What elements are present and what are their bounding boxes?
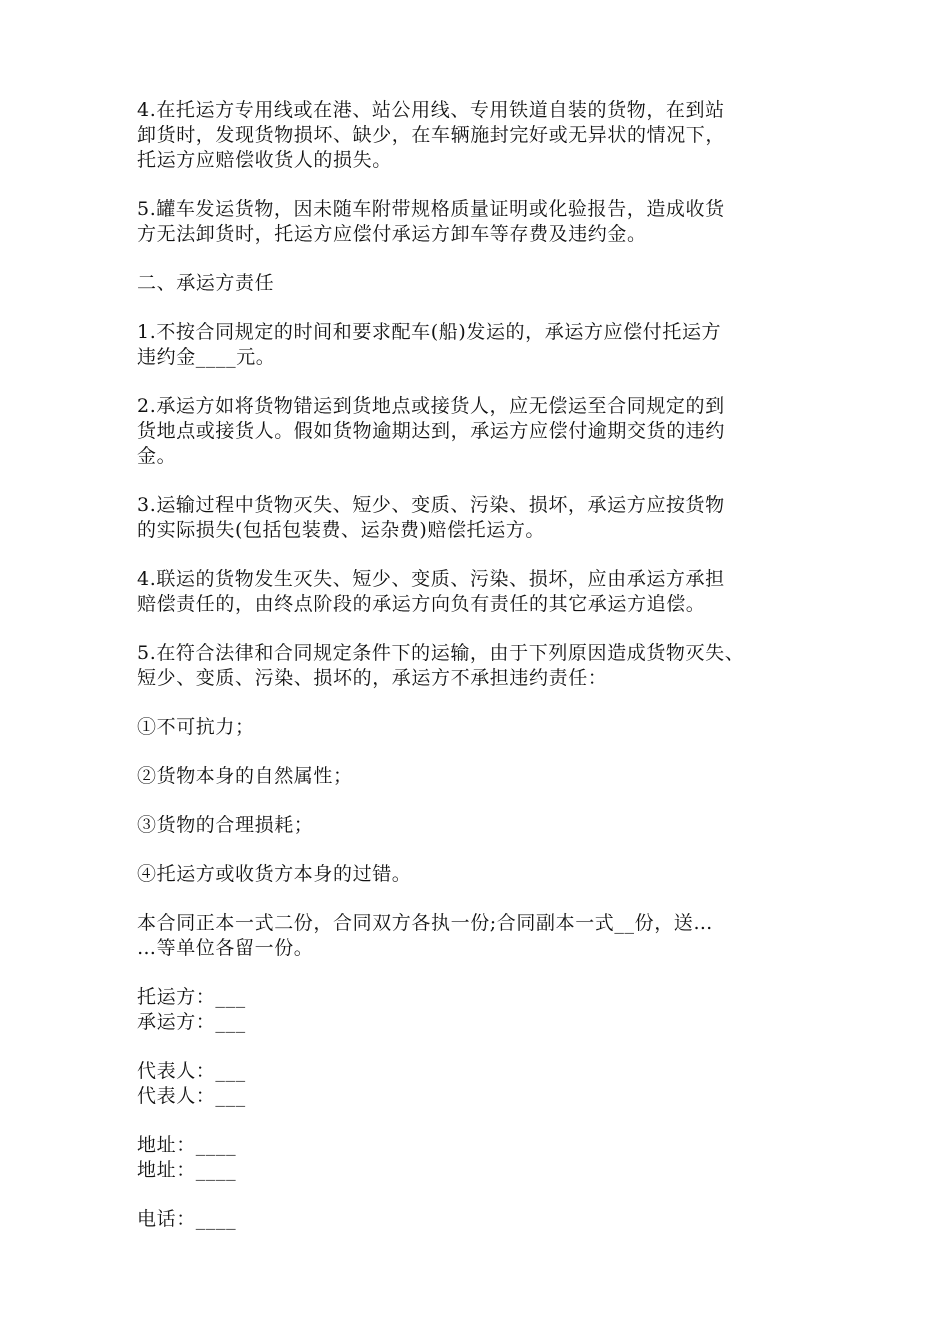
text-line: 货地点或接货人。假如货物逾期达到，承运方应偿付逾期交货的违约	[137, 420, 726, 442]
exemption-item-3	[137, 813, 817, 838]
text-line: 4.联运的货物发生灭失、短少、变质、污染、损坏，应由承运方承担	[137, 568, 725, 590]
clause-carrier-1	[137, 320, 817, 370]
carrier-representative-field: 代表人：___	[137, 1085, 246, 1107]
text-line: 本合同正本一式二份，合同双方各执一份;合同副本一式__份，送…	[137, 912, 714, 934]
text-line: 赔偿责任的，由终点阶段的承运方向负有责任的其它承运方追偿。	[137, 593, 706, 615]
exemption-item-2	[137, 764, 817, 789]
exemption-item-1	[137, 715, 817, 740]
text-line: ③货物的合理损耗；	[137, 814, 314, 836]
carrier-address-field: 地址：____	[137, 1159, 237, 1181]
clause-carrier-4	[137, 567, 817, 617]
text-line: 二、承运方责任	[137, 272, 275, 294]
text-line: 金。	[137, 445, 177, 467]
text-line: 3.运输过程中货物灭失、短少、变质、污染、损坏，承运方应按货物	[137, 494, 725, 516]
document-page	[137, 98, 817, 1256]
text-line: 方无法卸货时，托运方应偿付承运方卸车等存费及违约金。	[137, 223, 647, 245]
clause-shipper-4	[137, 98, 817, 173]
text-line: …等单位各留一份。	[137, 937, 314, 959]
carrier-signature-field: 承运方：___	[137, 1011, 246, 1033]
signature-phone	[137, 1207, 817, 1232]
phone-field: 电话：____	[137, 1208, 237, 1230]
text-line: 短少、变质、污染、损坏的，承运方不承担违约责任：	[137, 667, 608, 689]
clause-shipper-5	[137, 197, 817, 247]
shipper-representative-field: 代表人：___	[137, 1060, 246, 1082]
text-line: 卸货时，发现货物损坏、缺少，在车辆施封完好或无异状的情况下，	[137, 124, 726, 146]
section-heading-carrier-liability	[137, 271, 817, 296]
text-line: 的实际损失(包括包装费、运杂费)赔偿托运方。	[137, 519, 546, 541]
text-line: 4.在托运方专用线或在港、站公用线、专用铁道自装的货物，在到站	[137, 99, 725, 121]
exemption-item-4	[137, 862, 817, 887]
signature-parties	[137, 985, 817, 1035]
copies-clause	[137, 911, 817, 961]
text-line: 5.在符合法律和合同规定条件下的运输，由于下列原因造成货物灭失、	[137, 642, 745, 664]
clause-carrier-2	[137, 394, 817, 469]
text-line: 2.承运方如将货物错运到货地点或接货人，应无偿运至合同规定的到	[137, 395, 725, 417]
text-line: 5.罐车发运货物，因未随车附带规格质量证明或化验报告，造成收货	[137, 198, 725, 220]
text-line: ①不可抗力；	[137, 716, 255, 738]
signature-representatives	[137, 1059, 817, 1109]
text-line: ④托运方或收货方本身的过错。	[137, 863, 412, 885]
text-line: ②货物本身的自然属性；	[137, 765, 353, 787]
text-line: 托运方应赔偿收货人的损失。	[137, 149, 392, 171]
shipper-address-field: 地址：____	[137, 1134, 237, 1156]
text-line: 1.不按合同规定的时间和要求配车(船)发运的，承运方应偿付托运方	[137, 321, 722, 343]
shipper-signature-field: 托运方：___	[137, 986, 246, 1008]
clause-carrier-3	[137, 493, 817, 543]
text-line: 违约金____元。	[137, 346, 276, 368]
clause-carrier-5	[137, 641, 817, 691]
signature-addresses	[137, 1133, 817, 1183]
